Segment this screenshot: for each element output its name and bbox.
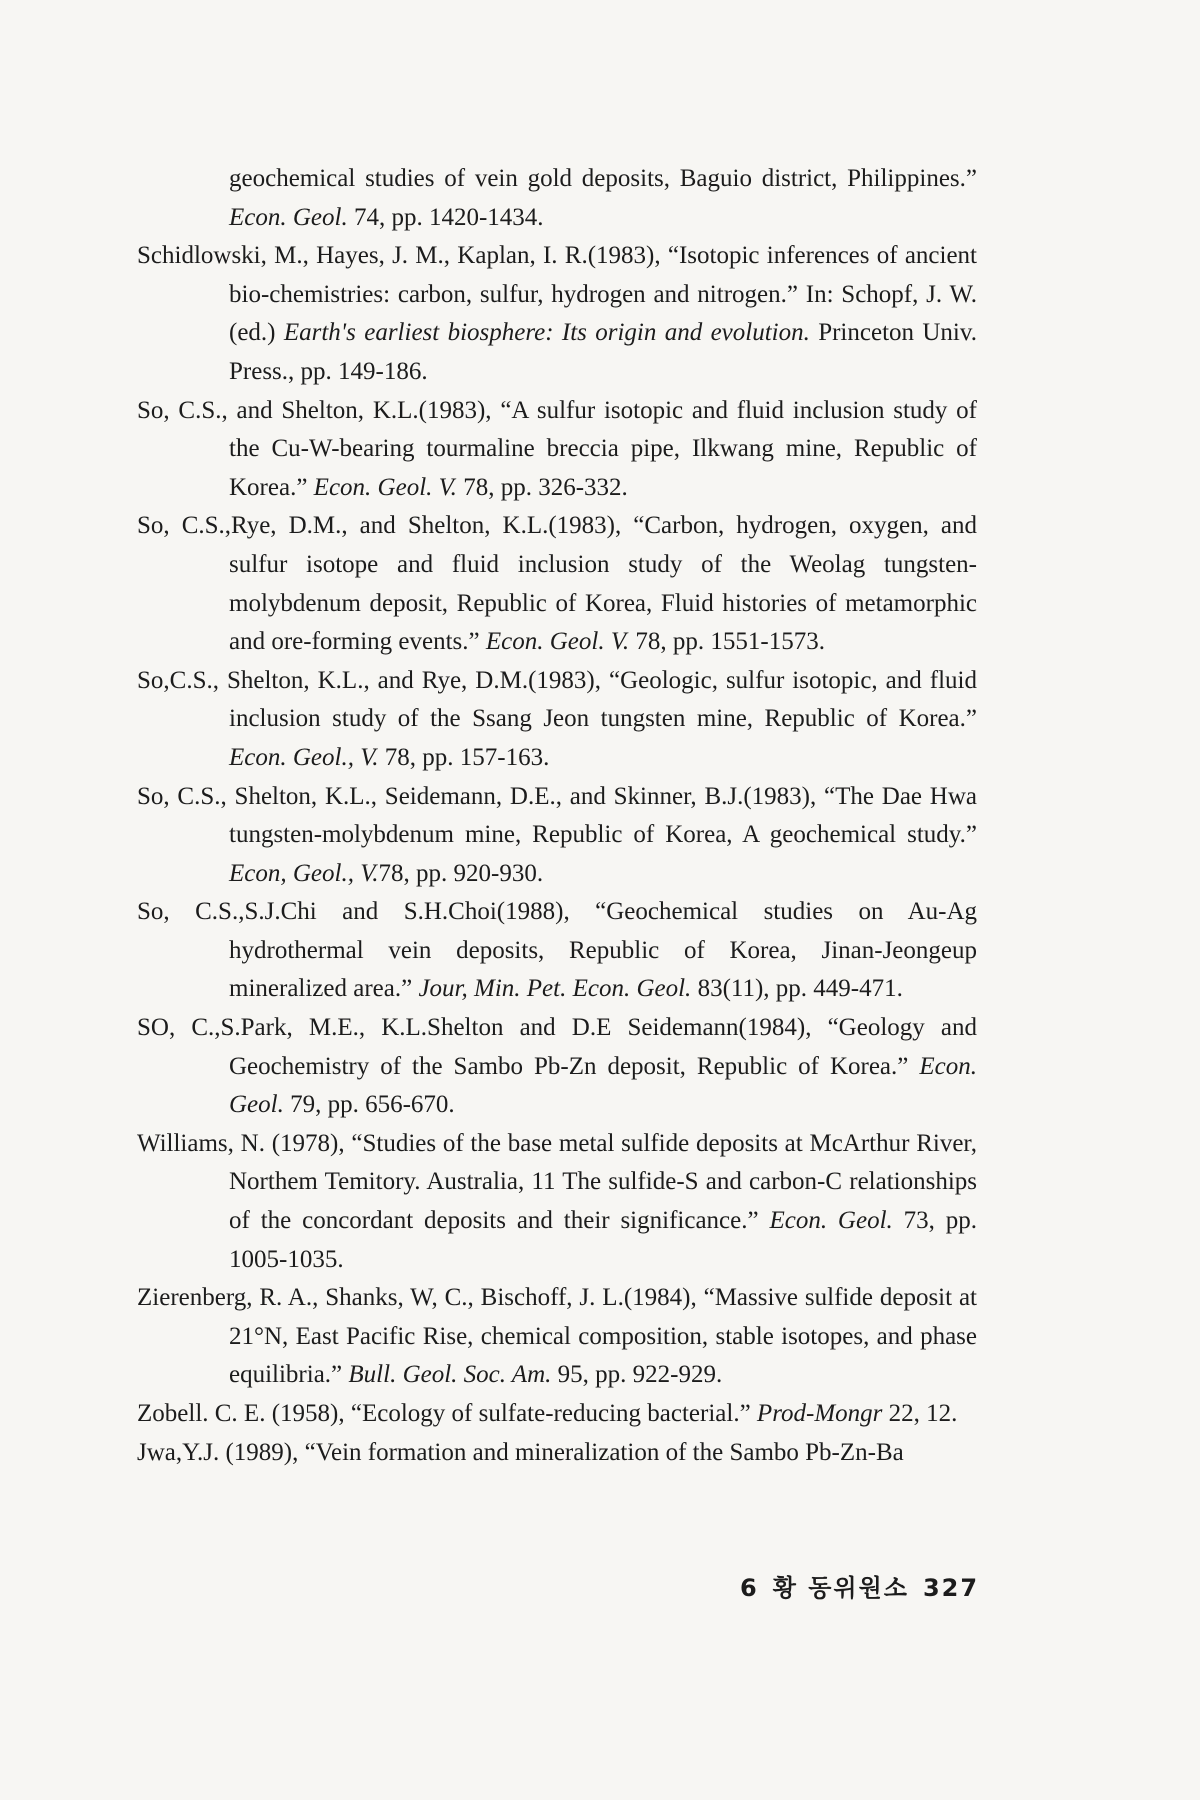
reference-entry (137, 778, 977, 894)
reference-text: 73, pp. 1005-1035. (229, 1207, 978, 1273)
reference-text: 78, pp. 326-332. (456, 473, 628, 501)
reference-journal-title: Bull. Geol. Soc. Am. (348, 1361, 552, 1389)
reference-entry (137, 392, 977, 508)
reference-journal-title: Econ. Geol. V. (313, 473, 457, 501)
reference-text: 22, 12. (882, 1400, 958, 1427)
reference-text: 78, pp. 1551-1573. (629, 628, 825, 656)
reference-text: geochemical studies of vein gold deposits, Baguio district, Philippines.” (229, 165, 977, 192)
page-footer (740, 1568, 993, 1603)
reference-text: So, C.S.,S.J.Chi and S.H.Choi(1988), “Geochemical studies on Au-Ag hydrothermal vein deposits, Republic of Korea, Jinan-Jeongeup mineralized area.” (137, 898, 977, 1003)
reference-journal-title: Econ. Geol. (769, 1207, 893, 1235)
reference-entry (137, 1125, 977, 1279)
reference-entry (137, 1395, 977, 1434)
reference-entry (137, 1279, 977, 1395)
reference-text: 95, pp. 922-929. (551, 1361, 723, 1389)
reference-text: Schidlowski, M., Hayes, J. M., Kaplan, I. R.(1983), “Isotopic inferences of ancient bio-chemistries: carbon, sulfur, hydrogen and nitrogen.” In: Schopf, J. W.(ed.) (137, 242, 977, 347)
reference-text: So, C.S.,Rye, D.M., and Shelton, K.L.(1983), “Carbon, hydrogen, oxygen, and sulfur isotope and fluid inclusion study of the Weolag tungsten-molybdenum deposit, Republic of Korea, Fluid histories of metamorphic and ore-forming events.” (137, 512, 977, 656)
reference-journal-title: Econ. Geol. (229, 1052, 977, 1119)
reference-journal-title: Econ, Geol., V. (229, 859, 379, 887)
section-title: 황 동위원소 (772, 1574, 909, 1602)
reference-text: 83(11), pp. 449-471. (691, 975, 903, 1003)
reference-entry (137, 662, 977, 778)
reference-text: 79, pp. 656-670. (283, 1091, 455, 1119)
reference-journal-title: Econ. Geol. (229, 203, 348, 231)
reference-text: SO, C.,S.Park, M.E., K.L.Shelton and D.E Seidemann(1984), “Geology and Geochemistry of the Sambo Pb-Zn deposit, Republic of Korea.” (137, 1014, 977, 1080)
reference-entry (137, 507, 977, 661)
reference-text: Zierenberg, R. A., Shanks, W, C., Bischoff, J. L.(1984), “Massive sulfide deposit at 21°N, East Pacific Rise, chemical composition, stable isotopes, and phase equilibria.” (137, 1284, 977, 1389)
reference-list (137, 160, 977, 1472)
reference-journal-title: Jour, Min. Pet. Econ. Geol. (418, 975, 692, 1003)
reference-journal-title: Econ. Geol., V. (229, 743, 379, 771)
reference-journal-title: Econ. Geol. V. (485, 628, 630, 656)
reference-text: 78, pp. 920-930. (378, 859, 544, 887)
reference-text: Princeton Univ. Press., pp. 149-186. (229, 319, 977, 385)
reference-text: 78, pp. 157-163. (378, 743, 550, 771)
reference-entry (137, 237, 977, 391)
reference-entry (137, 893, 977, 1009)
reference-text: So,C.S., Shelton, K.L., and Rye, D.M.(1983), “Geologic, sulfur isotopic, and fluid inclusion study of the Ssang Jeon tungsten mine, Republic of Korea.” (137, 666, 977, 733)
reference-text: 74, pp. 1420-1434. (347, 203, 544, 231)
reference-entry-continuation (137, 160, 977, 237)
reference-text: So, C.S., and Shelton, K.L.(1983), “A sulfur isotopic and fluid inclusion study of the Cu-W-bearing tourmaline breccia pipe, Ilkwang mine, Republic of Korea.” (137, 396, 977, 501)
chapter-number: 6 (740, 1574, 759, 1602)
reference-entry (137, 1009, 977, 1125)
reference-text: Jwa,Y.J. (1989), “Vein formation and mineralization of the Sambo Pb-Zn-Ba (137, 1438, 904, 1466)
reference-text: Williams, N. (1978), “Studies of the base metal sulfide deposits at McArthur River, Northem Temitory. Australia, 11 The sulfide-S and carbon-C relationships of the concordant deposits and their significance.” (137, 1129, 977, 1235)
reference-text: Zobell. C. E. (1958), “Ecology of sulfate-reducing bacterial.” (137, 1400, 757, 1427)
page-number: 327 (922, 1574, 980, 1602)
reference-text: So, C.S., Shelton, K.L., Seidemann, D.E., and Skinner, B.J.(1983), “The Dae Hwa tungsten-molybdenum mine, Republic of Korea, A geochemical study.” (137, 782, 977, 849)
reference-journal-title: Earth's earliest biosphere: Its origin and evolution. (283, 319, 810, 347)
reference-entry (137, 1434, 977, 1473)
reference-journal-title: Prod-Mongr (756, 1400, 883, 1427)
